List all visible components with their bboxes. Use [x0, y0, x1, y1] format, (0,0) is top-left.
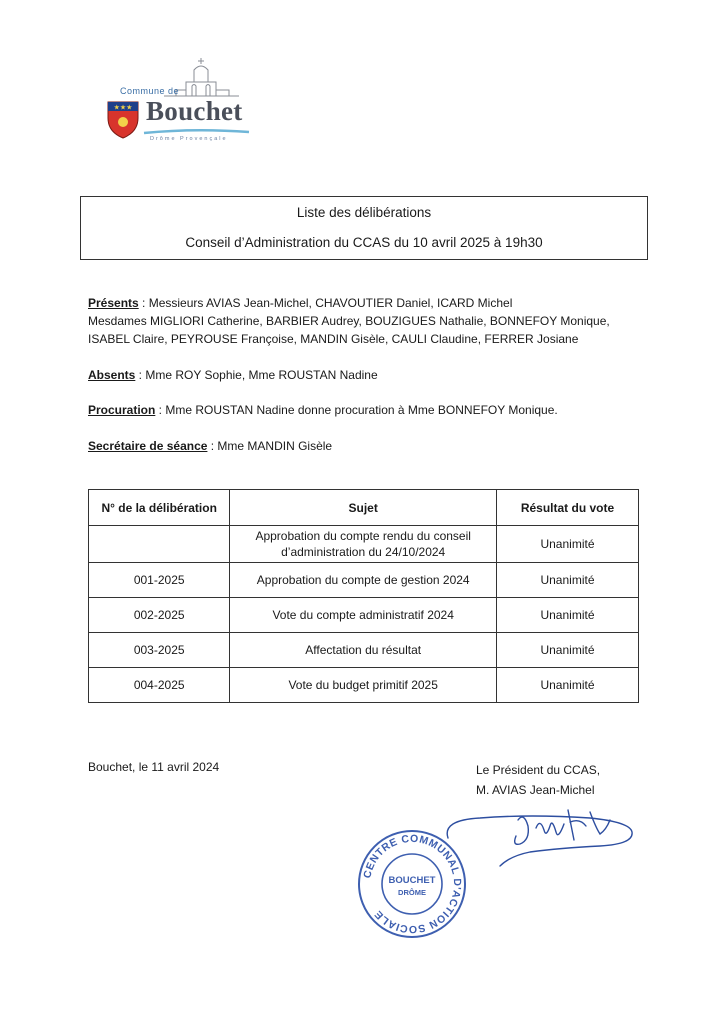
- shield-icon: [108, 102, 138, 138]
- row-vote: Unanimité: [496, 563, 638, 598]
- presents-label: Présents: [88, 296, 139, 310]
- table-header-row: [89, 490, 639, 526]
- absents-label: Absents: [88, 368, 136, 382]
- presents-line2: Mesdames MIGLIORI Catherine, BARBIER Audrey, BOUZIGUES Nathalie, BONNEFOY Monique,: [88, 314, 610, 328]
- logo-commune-label: Commune de: [120, 86, 180, 96]
- table-row: [89, 563, 639, 598]
- presents-line1: : Messieurs AVIAS Jean-Michel, CHAVOUTIER Daniel, ICARD Michel: [138, 296, 513, 310]
- commune-logo: [104, 56, 254, 151]
- signatory-block: [476, 760, 600, 800]
- secretaire-text: : Mme MANDIN Gisèle: [207, 439, 333, 453]
- svg-text:★★★: ★★★: [113, 103, 133, 112]
- row-sujet-line2: d’administration du 24/10/2024: [281, 545, 446, 559]
- header-numero: N° de la délibération: [89, 490, 230, 526]
- table-row: [89, 668, 639, 703]
- secretaire-label: Secrétaire de séance: [88, 439, 208, 453]
- row-sujet: Vote du budget primitif 2025: [230, 668, 497, 703]
- header-resultat: Résultat du vote: [496, 490, 638, 526]
- president-title: Le Président du CCAS,: [476, 763, 601, 777]
- header-sujet: Sujet: [230, 490, 497, 526]
- absents-section: [88, 366, 378, 384]
- stamp-center-line2: DRÔME: [398, 888, 426, 897]
- table-row: [89, 598, 639, 633]
- place-date: Bouchet, le 11 avril 2024: [88, 760, 220, 774]
- row-sujet: Vote du compte administratif 2024: [230, 598, 497, 633]
- table-row: [89, 633, 639, 668]
- document-title: Liste des délibérations: [296, 205, 432, 220]
- row-num: 003-2025: [89, 633, 230, 668]
- president-name: M. AVIAS Jean-Michel: [476, 783, 595, 797]
- title-box: [80, 196, 648, 260]
- presents-line3: ISABEL Claire, PEYROUSE Françoise, MANDIN Gisèle, CAULI Claudine, FERRER Josiane: [88, 332, 579, 346]
- row-num: [89, 526, 230, 563]
- table-row: [89, 526, 639, 563]
- row-sujet: Affectation du résultat: [230, 633, 497, 668]
- row-vote: Unanimité: [496, 633, 638, 668]
- row-num: 002-2025: [89, 598, 230, 633]
- row-sujet: [230, 526, 497, 563]
- row-num: 001-2025: [89, 563, 230, 598]
- procuration-text: : Mme ROUSTAN Nadine donne procuration à Mme BONNEFOY Monique.: [155, 403, 558, 417]
- absents-text: : Mme ROY Sophie, Mme ROUSTAN Nadine: [135, 368, 378, 382]
- logo-region: Drôme Provençale: [150, 136, 228, 142]
- row-vote: Unanimité: [496, 526, 638, 563]
- official-stamp: [356, 828, 468, 940]
- handwritten-signature: [440, 800, 640, 870]
- stamp-ring-text: CENTRE COMMUNAL D'ACTION SOCIALE: [361, 832, 464, 936]
- deliberations-table: [88, 489, 639, 703]
- logo-name: Bouchet: [146, 96, 243, 126]
- row-num: 004-2025: [89, 668, 230, 703]
- procuration-section: [88, 401, 558, 419]
- stamp-center-line1: BOUCHET: [388, 875, 436, 886]
- presents-section: [88, 294, 610, 348]
- row-sujet: Approbation du compte de gestion 2024: [230, 563, 497, 598]
- meeting-title: Conseil d’Administration du CCAS du 10 avril 2025 à 19h30: [185, 235, 543, 250]
- secretaire-section: [88, 437, 332, 455]
- row-vote: Unanimité: [496, 668, 638, 703]
- procuration-label: Procuration: [88, 403, 156, 417]
- row-sujet-line1: Approbation du compte rendu du conseil: [255, 529, 471, 543]
- row-vote: Unanimité: [496, 598, 638, 633]
